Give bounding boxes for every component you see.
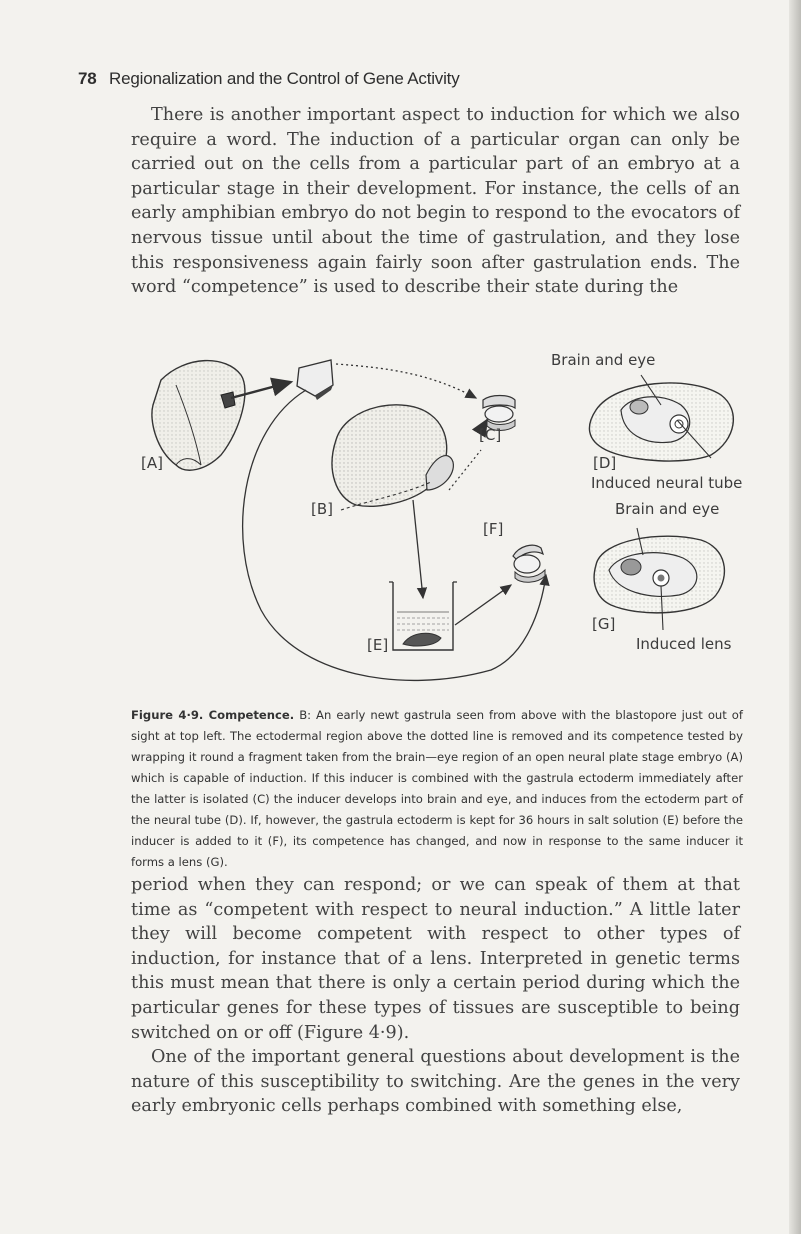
label-a: [A] [141,454,163,472]
arrow-b-to-e [413,500,423,598]
label-g: [G] [592,615,616,633]
paragraph-text: One of the important general questions about development is the nature of this susceptibility to switching. Are the genes in the very early embryonic cells perhaps combined with something else, [131,1047,740,1117]
label-brain-eye-bottom: Brain and eye [615,500,720,518]
body-paragraph-2 [131,873,740,1045]
label-b: [B] [311,500,333,518]
arrow-e-to-f [455,585,511,625]
paragraph-text: period when they can respond; or we can speak of them at that time as “competent with respect to neural induction.” A little later they will become competent with respect to other types of induction, for instance that of a lens. Interpreted in genetic terms this must mean that there is only a certain period during which the particular genes for these types of tissues are susceptible to being switched on or off (Figure 4·9). [131,875,740,1043]
dotted-line-b-to-c [449,450,481,490]
label-induced-lens: Induced lens [636,635,732,653]
body-paragraph-3 [131,1045,740,1119]
caption-title: Figure 4·9. Competence. [131,708,295,722]
page-edge-shadow [789,0,801,1234]
gastrula-b-drawing [332,405,453,510]
caption-body: B: An early newt gastrula seen from above with the blastopore just out of sight at top left. The ectodermal region above the dotted line is removed and its competence tested by wrapping it round a fragment taken from the brain—eye region of an open neural plate stage embryo (A) which is capable of induction. If this inducer is combined with the gastrula ectoderm immediately after the latter is isolated (C) the inducer develops into brain and eye, and induces from the ectoderm part of the neural tube (D). If, however, the gastrula ectoderm is kept for 36 hours in salt solution (E) before the inducer is added to it (F), its competence has changed, and now in response to the same inducer it forms a lens (G). [131,708,743,869]
body-paragraph-1 [131,103,740,300]
figure-competence-diagram [131,350,743,695]
result-d-drawing [589,375,733,461]
inducer-fragment-drawing [297,360,333,400]
label-f: [F] [483,520,504,538]
dotted-arrow-to-c [336,364,476,398]
running-title: Regionalization and the Control of Gene Activity [109,69,460,88]
label-brain-eye-top: Brain and eye [551,351,656,369]
running-header [78,69,460,89]
page-number: 78 [78,69,97,88]
label-induced-neural-tube: Induced neural tube [591,474,743,492]
paragraph-text: There is another important aspect to induction for which we also require a word. The induction of a particular organ can only be carried out on the cells from a particular part of an embryo at a particular stage in their development. For instance, the cells of an early amphibian embryo do not begin to respond to the evocators of nervous tissue until about the time of gastrulation, and they lose this responsiveness again fairly soon after gastrulation ends. The word “competence” is used to describe their state during the [131,105,740,298]
label-e: [E] [367,636,389,654]
figure-caption [131,705,743,873]
embryo-a-drawing [152,361,245,471]
label-c: [C] [479,426,502,444]
combined-explant-f-drawing [513,545,545,582]
label-d: [D] [593,454,617,472]
